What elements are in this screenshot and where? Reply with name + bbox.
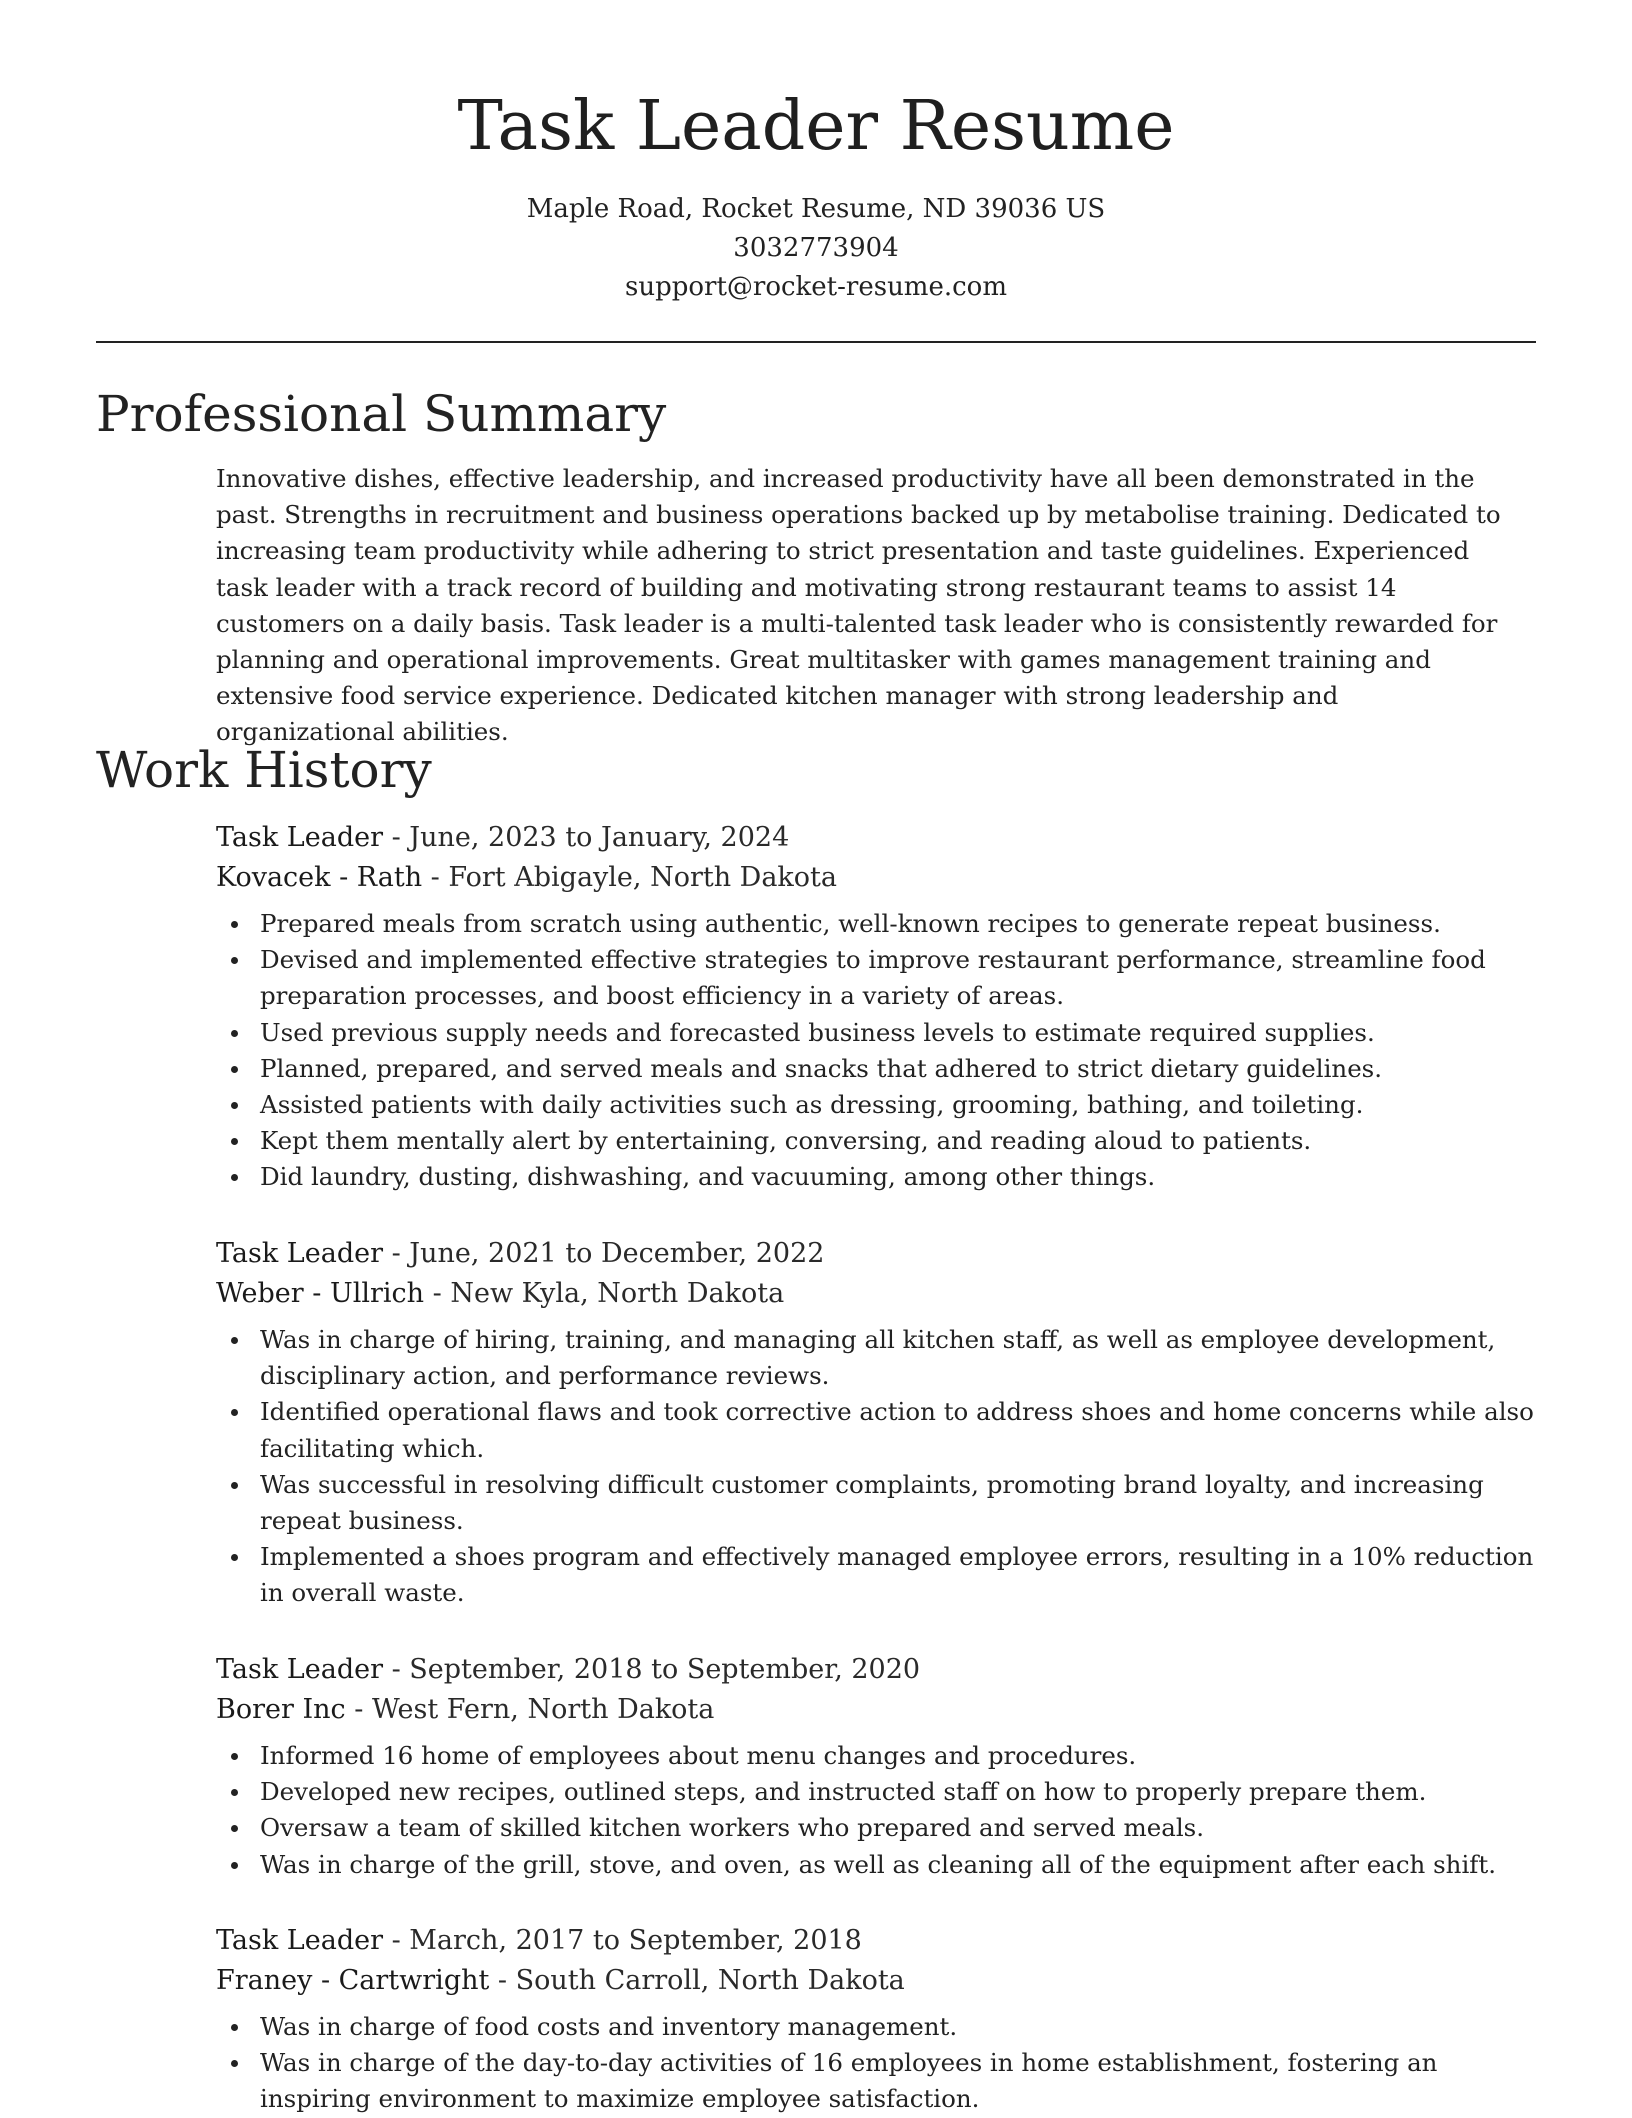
job-company: Kovacek - Rath — [216, 862, 423, 893]
section-heading-summary: Professional Summary — [96, 385, 667, 443]
job-dates: March, 2017 to September, 2018 — [409, 1925, 862, 1956]
job-location: Fort Abigayle, North Dakota — [448, 862, 837, 893]
resume-title: Task Leader Resume — [457, 87, 1175, 166]
job-separator: - — [382, 1925, 410, 1956]
job-entry — [216, 1921, 1536, 2118]
contact-block — [0, 190, 1632, 307]
job-bullet: Assisted patients with daily activities such as dressing, grooming, bathing, and toileting. — [216, 1087, 1536, 1123]
section-heading-work-history: Work History — [96, 741, 432, 799]
job-title-line — [216, 1921, 1536, 1961]
job-bullet: Was in charge of hiring, training, and managing all kitchen staff, as well as employee development, disciplinary action, and performance reviews. — [216, 1322, 1536, 1394]
job-bullet: Identified operational flaws and took corrective action to address shoes and home concerns while also facilitating which. — [216, 1394, 1536, 1466]
job-bullet: Devised and implemented effective strategies to improve restaurant performance, streamline food preparation processes, and boost efficiency in a variety of areas. — [216, 942, 1536, 1014]
job-title: Task Leader — [216, 1925, 383, 1956]
job-bullet: Was in charge of food costs and inventory management. — [216, 2009, 1536, 2045]
job-company: Franey - Cartwright — [216, 1965, 490, 1996]
job-dates: September, 2018 to September, 2020 — [409, 1654, 921, 1685]
job-entry — [216, 818, 1536, 1196]
job-entry — [216, 1234, 1536, 1612]
job-separator: - — [489, 1965, 516, 1996]
job-location: South Carroll, North Dakota — [515, 1965, 905, 1996]
contact-email: support@rocket-resume.com — [624, 272, 1007, 302]
job-separator: - — [382, 1238, 410, 1269]
job-location: New Kyla, North Dakota — [450, 1278, 785, 1309]
job-company-line — [216, 1690, 1536, 1730]
job-separator: - — [382, 822, 410, 853]
job-separator: - — [422, 862, 449, 893]
job-company-line — [216, 858, 1536, 898]
job-title-line — [216, 1650, 1536, 1690]
job-dates: June, 2021 to December, 2022 — [409, 1238, 825, 1269]
job-bullet: Implemented a shoes program and effectively managed employee errors, resulting in a 10% reduction in overall waste. — [216, 1539, 1536, 1611]
job-bullet: Oversaw a team of skilled kitchen workers who prepared and served meals. — [216, 1810, 1536, 1846]
job-title: Task Leader — [216, 1654, 383, 1685]
contact-address: Maple Road, Rocket Resume, ND 39036 US — [526, 194, 1106, 224]
job-bullet: Did laundry, dusting, dishwashing, and vacuuming, among other things. — [216, 1159, 1536, 1195]
job-bullet: Was in charge of the grill, stove, and oven, as well as cleaning all of the equipment after each shift. — [216, 1847, 1536, 1883]
contact-phone: 3032773904 — [733, 233, 899, 263]
job-bullet: Used previous supply needs and forecasted business levels to estimate required supplies. — [216, 1015, 1536, 1051]
job-company-line — [216, 1274, 1536, 1314]
job-title: Task Leader — [216, 822, 383, 853]
job-bullet-list — [216, 2009, 1536, 2118]
job-company-line — [216, 1961, 1536, 2001]
job-separator: - — [424, 1278, 451, 1309]
job-bullet: Prepared meals from scratch using authentic, well-known recipes to generate repeat business. — [216, 906, 1536, 942]
job-entry — [216, 1650, 1536, 1883]
job-company: Borer Inc — [216, 1694, 346, 1725]
job-company: Weber - Ullrich — [216, 1278, 425, 1309]
job-bullet-list — [216, 906, 1536, 1196]
job-separator: - — [382, 1654, 410, 1685]
job-bullet: Kept them mentally alert by entertaining, conversing, and reading aloud to patients. — [216, 1123, 1536, 1159]
job-location: West Fern, North Dakota — [371, 1694, 715, 1725]
job-separator: - — [345, 1694, 372, 1725]
job-bullet: Was in charge of the day-to-day activities of 16 employees in home establishment, fostering an inspiring environment to maximize employee satisfaction. — [216, 2045, 1536, 2117]
job-title: Task Leader — [216, 1238, 383, 1269]
job-bullet: Was successful in resolving difficult customer complaints, promoting brand loyalty, and increasing repeat business. — [216, 1467, 1536, 1539]
job-bullet-list — [216, 1322, 1536, 1612]
job-bullet-list — [216, 1738, 1536, 1883]
job-dates: June, 2023 to January, 2024 — [409, 822, 790, 853]
job-title-line — [216, 1234, 1536, 1274]
job-bullet: Informed 16 home of employees about menu changes and procedures. — [216, 1738, 1536, 1774]
job-title-line — [216, 818, 1536, 858]
job-bullet: Developed new recipes, outlined steps, and instructed staff on how to properly prepare them. — [216, 1774, 1536, 1810]
job-bullet: Planned, prepared, and served meals and snacks that adhered to strict dietary guidelines. — [216, 1051, 1536, 1087]
header-divider — [96, 341, 1536, 343]
summary-text: Innovative dishes, effective leadership, and increased productivity have all been demonstrated in the past. Strengths in recruitment and business operations backed up by metabolise training. Dedicated to increasing team productivity while adhering to strict presentation and taste guidelines. Experienced task leader with a track record of building and motivating strong restaurant teams to assist 14 customers on a daily basis. Task leader is a multi-talented task leader who is consistently rewarded for planning and operational improvements. Great multitasker with games management training and extensive food service experience. Dedicated kitchen manager with strong leadership and organizational abilities. — [216, 464, 1501, 747]
